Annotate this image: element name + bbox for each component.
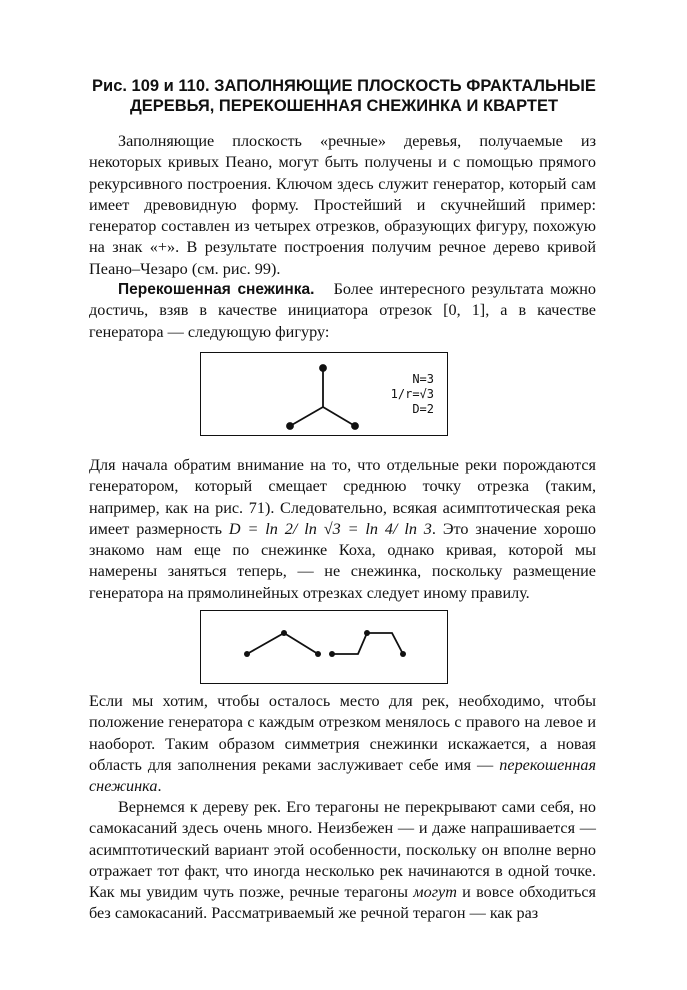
placement-figure (200, 610, 448, 684)
paragraph-text: Вернемся к дереву рек. Его терагоны не перекрывают сами себя, но самокасаний здесь очень много. Неизбежен — и даже напрашивается — асимптотический вариант этой особенности, поскольку он вполне верно отражает тот факт, что иногда несколько рек начинаются в одной точке. Как мы увидим чуть позже, речные терагоны (89, 798, 596, 902)
point (281, 630, 287, 636)
paragraph-text: Более интересного результата можно достичь, взяв в качестве инициатора отрезок [0, 1], а в качестве генератора — следующую фигуру: (89, 280, 596, 341)
generator-figure (200, 352, 448, 436)
point (364, 630, 370, 636)
placement-drawing (201, 611, 447, 683)
paragraph-skewed-name (89, 691, 596, 797)
italic-term: могут (413, 883, 457, 902)
point (315, 651, 321, 657)
paragraph-text: Если мы хотим, чтобы осталось место для рек, необходимо, чтобы положение генератора с каждым отрезком менялось с правого на левое и наоборот. Таким образом симметрия снежинки искажается, а новая область для заполнения реками заслуживает себе имя — (89, 692, 596, 774)
point (244, 651, 250, 657)
title-line-2: ДЕРЕВЬЯ, ПЕРЕКОШЕННАЯ СНЕЖИНКА И КВАРТЕТ (129, 97, 559, 115)
run-in-heading: Перекошенная снежинка. (118, 281, 315, 298)
paragraph-text: Для начала обратим внимание на то, что отдельные реки порождаются генератором, который смещает среднюю точку отрезка (таким, например, как на рис. 71). Следовательно, всякая асимптотическая река имеет размерность (89, 456, 596, 538)
endpoint-top (320, 365, 326, 371)
paragraph-text: . (157, 777, 162, 796)
paragraph-intro: Заполняющие плоскость «речные» деревья, получаемые из некоторых кривых Пеано, могут быть получены и с помощью прямого рекурсивного построения. Ключом здесь служит генератор, который сам имеет древовидную форму. Простейший и скучнейший пример: генератор составлен из четырех отрезков, образующих фигуру, похожую на знак «+». В результате построения получим речное дерево кривой Пеано–Чезаро (см. рис. 99). (89, 132, 596, 278)
d-label: D=2 (412, 402, 434, 416)
r-label: 1/r=√3 (390, 387, 434, 401)
point (400, 651, 406, 657)
point (329, 651, 335, 657)
generator-step (332, 633, 403, 654)
generator-left-branch (290, 407, 323, 426)
endpoint-right (352, 423, 358, 429)
n-label: N=3 (412, 372, 434, 386)
italic-term: перекошенная снежинка (89, 755, 596, 796)
generator-parameters (391, 372, 434, 417)
generator-right-branch (323, 407, 355, 426)
title-line-1: Рис. 109 и 110. ЗАПОЛНЯЮЩИЕ ПЛОСКОСТЬ ФРАКТАЛЬНЫЕ (92, 77, 596, 95)
paragraph-skewed-snowflake (89, 279, 596, 343)
section-title (60, 76, 628, 116)
paragraph-text: . Это значение хорошо знакомо нам еще по снежинке Коха, однако кривая, которой мы намерены заняться теперь, — не снежинка, поскольку размещение генератора на прямолинейных отрезках следует иному правилу. (89, 519, 596, 602)
generator-peak (247, 633, 318, 654)
dimension-formula: D = ln 2/ ln √3 = ln 4/ ln 3 (228, 519, 432, 538)
endpoint-left (287, 423, 293, 429)
paragraph-river-tree (89, 797, 596, 925)
paragraph-dimension (89, 455, 596, 604)
paragraph-text: и вовсе обходиться без самокасаний. Рассматриваемый же речной терагон — как раз (89, 883, 596, 923)
